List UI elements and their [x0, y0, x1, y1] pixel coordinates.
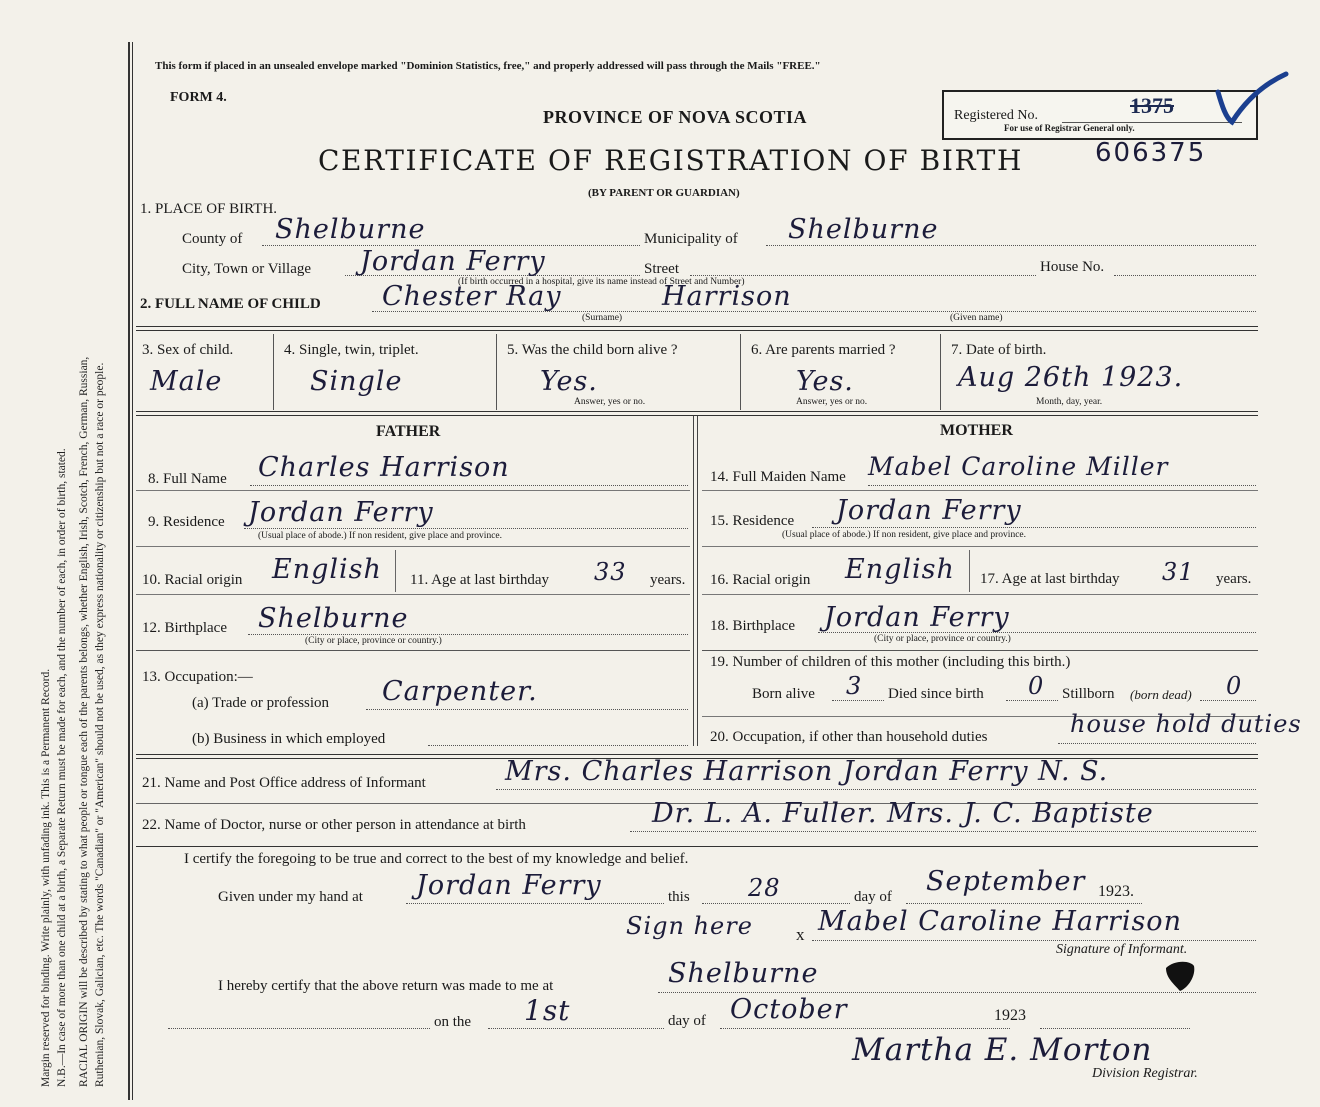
municipality-value: Shelburne — [788, 214, 939, 245]
certify-statement: I certify the foregoing to be true and correct to the best of my knowledge and belief. — [184, 851, 689, 867]
given-under-hand-label: Given under my hand at — [218, 889, 363, 905]
street-note: (If birth occurred in a hospital, give its name instead of Street and Number) — [458, 277, 745, 287]
mother-residence-label: 15. Residence — [710, 513, 795, 529]
father-age-value: 33 — [594, 558, 627, 586]
sex-value: Male — [150, 366, 223, 397]
return-year-value: 1923 — [994, 1007, 1026, 1024]
this-label: this — [668, 889, 690, 905]
informant-signature: Mabel Caroline Harrison — [818, 906, 1182, 937]
ink-blot-icon — [1160, 958, 1200, 994]
page-title: CERTIFICATE OF REGISTRATION OF BIRTH — [318, 144, 1023, 177]
county-value: Shelburne — [275, 214, 426, 245]
x-mark: x — [796, 925, 805, 944]
parents-married-label: 6. Are parents married ? — [751, 342, 896, 358]
father-name-value: Charles Harrison — [258, 452, 510, 483]
date-of-birth-value: Aug 26th 1923. — [958, 362, 1184, 393]
child-given-name: Chester Ray — [382, 281, 562, 312]
place-of-birth-label: 1. PLACE OF BIRTH. — [140, 201, 278, 217]
died-label: Died since birth — [888, 686, 984, 702]
died-count: 0 — [1028, 672, 1045, 700]
business-label: (b) Business in which employed — [192, 731, 386, 747]
mother-birthplace-note: (City or place, province or country.) — [874, 634, 1011, 644]
father-age-label: 11. Age at last birthday — [410, 572, 549, 588]
father-racial-label: 10. Racial origin — [142, 572, 243, 588]
return-label: I hereby certify that the above return was made to me at — [218, 978, 554, 994]
on-the-label: on the — [434, 1014, 472, 1030]
registrar-label: Division Registrar. — [1092, 1066, 1198, 1081]
form-number: FORM 4. — [170, 90, 227, 105]
child-surname: Harrison — [662, 281, 792, 312]
given-year-value: 1923. — [1098, 883, 1134, 900]
registered-number-box — [942, 90, 1258, 140]
plurality-value: Single — [310, 366, 403, 397]
registrar-signature: Martha E. Morton — [852, 1032, 1153, 1068]
father-occupation-label: 13. Occupation:— — [142, 669, 253, 685]
informant-label: 21. Name and Post Office address of Informant — [142, 775, 426, 791]
father-age-years: years. — [650, 572, 686, 588]
child-name-label: 2. FULL NAME OF CHILD — [140, 296, 321, 312]
trade-value: Carpenter. — [382, 676, 538, 707]
father-residence-note: (Usual place of abode.) If non resident, give place and province. — [258, 531, 502, 541]
margin-line-1: Margin reserved for binding. Write plainly, with unfading ink. This is a Permanent Record. — [40, 668, 52, 1087]
stillborn-note: (born dead) — [1130, 687, 1192, 702]
alive-note: Answer, yes or no. — [574, 397, 646, 407]
given-day-value: 28 — [748, 874, 781, 902]
reg-label: Registered No. — [954, 108, 1038, 123]
doctor-label: 22. Name of Doctor, nurse or other person in attendance at birth — [142, 817, 526, 833]
mother-age-years: years. — [1216, 571, 1252, 587]
plurality-label: 4. Single, twin, triplet. — [284, 342, 419, 358]
return-place-value: Shelburne — [668, 958, 819, 989]
margin-line-3: RACIAL ORIGIN will be described by stating to what people or tongue each of the parents belongs, whether English, Irish, Scotch, French, German, Russian, — [78, 356, 90, 1087]
mother-heading: MOTHER — [940, 422, 1013, 439]
father-birthplace-note: (City or place, province or country.) — [305, 636, 442, 646]
mother-residence-value: Jordan Ferry — [836, 495, 1022, 526]
registration-number: 606375 — [1095, 138, 1207, 168]
born-alive-label: 5. Was the child born alive ? — [507, 342, 678, 358]
father-birthplace-label: 12. Birthplace — [142, 620, 227, 636]
given-day-of-label: day of — [854, 889, 892, 905]
doctor-value: Dr. L. A. Fuller. Mrs. J. C. Baptiste — [652, 798, 1154, 829]
stillborn-count: 0 — [1226, 672, 1243, 700]
sex-label: 3. Sex of child. — [142, 342, 234, 358]
return-day-of-label: day of — [668, 1013, 706, 1029]
province-heading: PROVINCE OF NOVA SCOTIA — [543, 107, 808, 127]
mother-age-value: 31 — [1162, 558, 1195, 586]
informant-value: Mrs. Charles Harrison Jordan Ferry N. S. — [505, 756, 1109, 787]
given-name-note: (Given name) — [950, 313, 1003, 323]
mother-name-label: 14. Full Maiden Name — [710, 469, 846, 485]
mother-occupation-value: house hold duties — [1070, 710, 1302, 738]
dob-note: Month, day, year. — [1036, 397, 1103, 407]
street-label: Street — [644, 261, 679, 277]
born-alive-count-label: Born alive — [752, 686, 815, 702]
reg-struck-number: 1375 — [1130, 93, 1174, 118]
informant-signature-label: Signature of Informant. — [1056, 942, 1188, 957]
given-place-value: Jordan Ferry — [416, 870, 602, 901]
father-residence-value: Jordan Ferry — [248, 497, 434, 528]
date-of-birth-label: 7. Date of birth. — [951, 342, 1047, 358]
father-heading: FATHER — [376, 423, 441, 440]
county-label: County of — [182, 231, 243, 247]
father-racial-value: English — [272, 554, 382, 585]
reg-note: For use of Registrar General only. — [1004, 123, 1135, 133]
mother-racial-value: English — [845, 554, 955, 585]
mail-notice: This form if placed in an unsealed envelope marked "Dominion Statistics, free," and properly addressed will pass through the Mails "FREE." — [155, 60, 821, 72]
margin-line-4: Ruthenian, Slovak, Galician, etc. The words "Canadian" or "American" should not be used, as they express nationality or citizenship but not a race or people. — [94, 362, 106, 1087]
margin-line-2: N.B.—In case of more than one child at a birth, a Separate Return must be made for each, and the number of each, in order of birth, stated. — [56, 448, 68, 1087]
mother-age-label: 17. Age at last birthday — [980, 571, 1120, 587]
page-subtitle: (BY PARENT OR GUARDIAN) — [588, 187, 740, 199]
married-note: Answer, yes or no. — [796, 397, 868, 407]
mother-occupation-label: 20. Occupation, if other than household duties — [710, 729, 988, 745]
mother-birthplace-value: Jordan Ferry — [824, 602, 1010, 633]
trade-label: (a) Trade or profession — [192, 695, 330, 711]
mother-residence-note: (Usual place of abode.) If non resident, give place and province. — [782, 530, 1026, 540]
given-month-value: September — [926, 866, 1086, 897]
mother-racial-label: 16. Racial origin — [710, 572, 811, 588]
city-label: City, Town or Village — [182, 261, 312, 277]
mother-birthplace-label: 18. Birthplace — [710, 618, 795, 634]
checkmark-icon — [1212, 70, 1292, 130]
city-value: Jordan Ferry — [360, 246, 546, 277]
binding-rule-2 — [132, 42, 133, 1100]
father-residence-label: 9. Residence — [148, 514, 225, 530]
house-number-label: House No. — [1040, 259, 1105, 275]
mother-name-value: Mabel Caroline Miller — [868, 452, 1169, 481]
surname-note: (Surname) — [582, 313, 623, 323]
born-alive-value: Yes. — [540, 366, 598, 397]
father-birthplace-value: Shelburne — [258, 603, 409, 634]
return-day-value: 1st — [524, 994, 571, 1027]
stillborn-label: Stillborn — [1062, 686, 1115, 702]
margin-instructions — [0, 0, 130, 1107]
born-alive-count: 3 — [846, 672, 863, 700]
return-month-value: October — [730, 994, 848, 1025]
sign-here-note: Sign here — [626, 912, 753, 940]
father-name-label: 8. Full Name — [148, 471, 227, 487]
parents-married-value: Yes. — [796, 366, 854, 397]
children-count-label: 19. Number of children of this mother (including this birth.) — [710, 654, 1071, 670]
binding-rule — [128, 42, 130, 1100]
municipality-label: Municipality of — [644, 231, 738, 247]
